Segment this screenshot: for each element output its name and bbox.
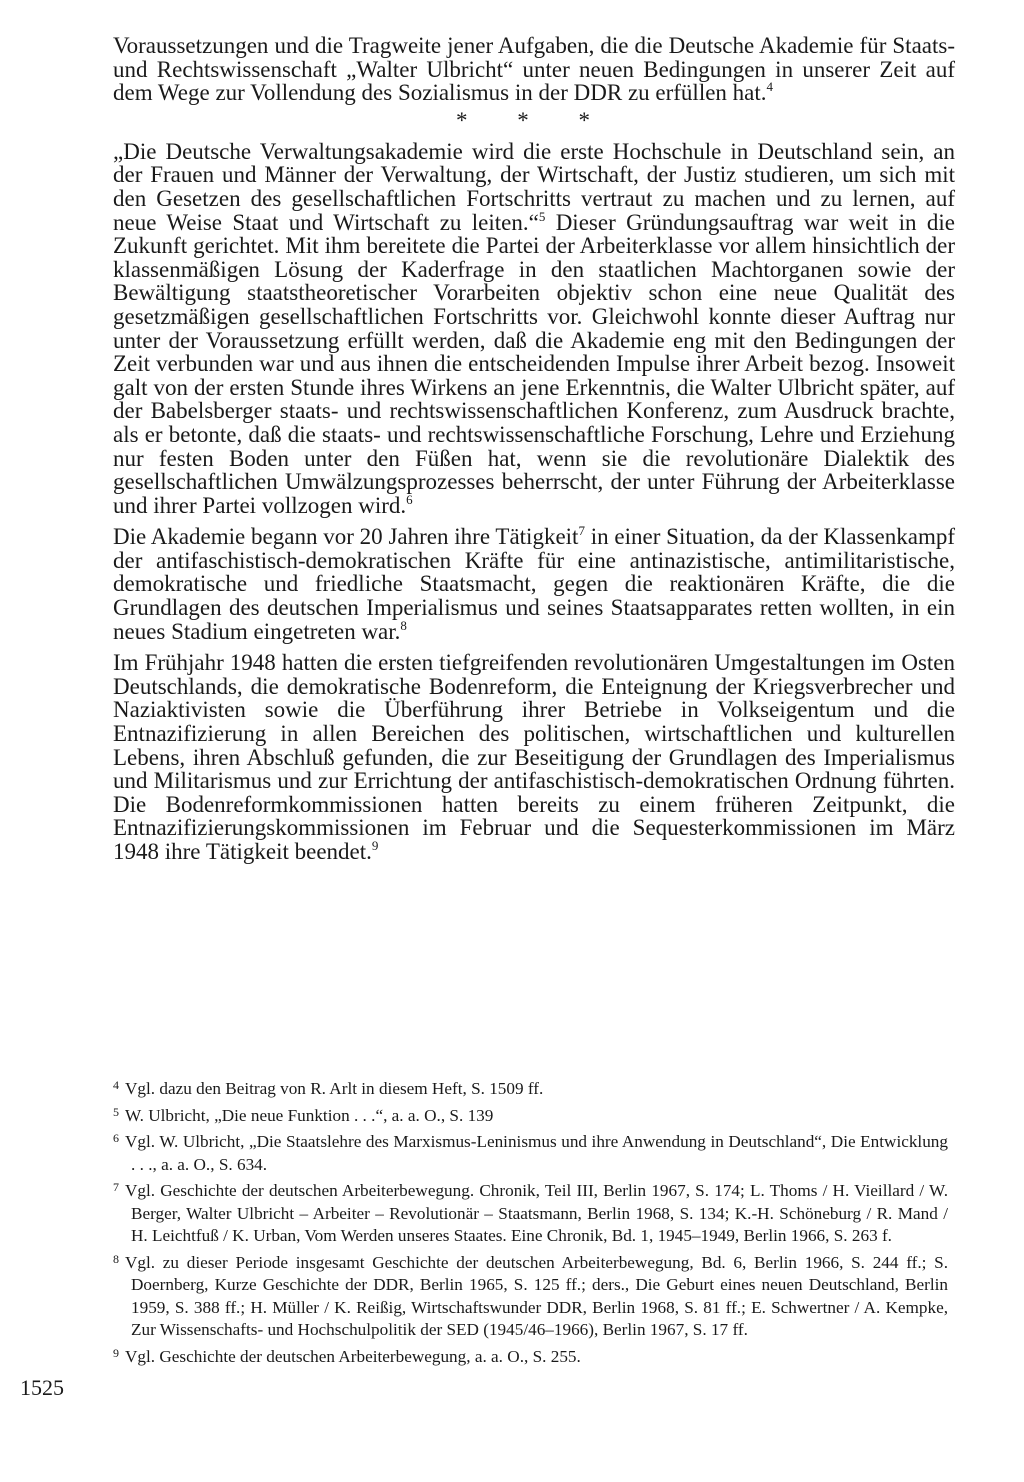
footnote-text: Vgl. Geschichte der deutschen Arbeiterbewegung, a. a. O., S. 255. bbox=[125, 1346, 581, 1366]
footnote-mark: 7 bbox=[113, 1180, 119, 1194]
paragraph-3 bbox=[113, 525, 955, 643]
footnote-mark: 9 bbox=[113, 1345, 119, 1360]
footnote-7 bbox=[113, 1180, 948, 1248]
footnote-text: Vgl. zu dieser Periode insgesamt Geschichte der deutschen Arbeiterbewegung, Bd. 6, Berlin 1966, S. 244 ff.; S. Doernberg, Kurze Geschichte der DDR, Berlin 1965, S. 125 ff.; ders., Die Geburt eines neuen Deutschland, Berlin 1959, S. 388 ff.; H. Müller / K. Reißig, Wirtschaftswunder DDR, Berlin 1968, S. 81 ff.; E. Schwertner / A. Kempke, Zur Wissenschafts- und Hochschulpolitik der SED (1945/46–1966), Berlin 1967, S. 17 ff. bbox=[125, 1252, 948, 1339]
footnote-text: W. Ulbricht, „Die neue Funktion . . .“, a. a. O., S. 139 bbox=[125, 1105, 494, 1125]
paragraph-3-text-a: Die Akademie begann vor 20 Jahren ihre Tätigkeit bbox=[113, 524, 579, 550]
footnote-ref-4: 4 bbox=[766, 79, 774, 95]
footnote-mark: 8 bbox=[113, 1251, 119, 1266]
page-number: 1525 bbox=[20, 1375, 64, 1400]
paragraph-4-text: Im Frühjahr 1948 hatten die ersten tiefgreifenden revolutionären Umgestaltungen im Osten Deutschlands, die demokratische Bodenreform, die Enteignung der Kriegsverbrecher und Naziaktivisten sowie die Überführung ihrer Betriebe in Volkseigentum und die Entnazifizierung in allen Bereichen des politischen, wirtschaftlichen und kulturellen Lebens, ihren Abschluß gefunden, die zur Beseitigung der Grundlagen des Imperialismus und Militarismus und zur Errichtung der antifaschistisch-demokratischen Ordnung führten. Die Bodenreformkommissionen hatten bereits zu einem früheren Zeitpunkt, die Entnazifizierungskommissionen im Februar und die Sequesterkommissionen im März 1948 ihre Tätigkeit beendet. bbox=[113, 650, 955, 864]
footnote-mark: 6 bbox=[113, 1131, 119, 1145]
footnote-ref-9: 9 bbox=[371, 838, 379, 853]
footnote-8 bbox=[113, 1252, 948, 1342]
footnote-9 bbox=[113, 1346, 948, 1369]
footnote-text: Vgl. Geschichte der deutschen Arbeiterbewegung. Chronik, Teil III, Berlin 1967, S. 174; L. Thoms / H. Vieillard / W. Berger, Walter Ulbricht – Arbeiter – Revolutionär – Staatsmann, Berlin 1968, S. 134; K.-H. Schöneburg / R. Mand / H. Leichtfuß / K. Urban, Vom Werden unseres Staates. Eine Chronik, Bd. 1, 1945–1949, Berlin 1966, S. 263 f. bbox=[125, 1181, 948, 1245]
footnote-mark: 5 bbox=[113, 1104, 119, 1119]
main-text-column bbox=[113, 34, 955, 864]
footnote-mark: 4 bbox=[113, 1078, 119, 1092]
footnote-ref-7: 7 bbox=[578, 523, 585, 539]
section-divider: * * * bbox=[456, 107, 612, 133]
footnote-ref-6: 6 bbox=[406, 491, 413, 507]
footnote-6 bbox=[113, 1131, 948, 1176]
footnotes-section bbox=[113, 1078, 948, 1372]
paragraph-2-body: Dieser Gründungsauftrag war weit in die Zukunft gerichtet. Mit ihm bereitete die Partei der Arbeiterklasse vor allem hinsichtlich der klassenmäßigen Lösung der Kaderfrage in den staatlichen Machtorganen sowie der Bewältigung staatstheoretischer Vorarbeiten objektiv schon eine neue Qualität des gesetzmäßigen gesellschaftlichen Fortschritts vor. Gleichwohl konnte dieser Auftrag nur unter der Voraussetzung erfüllt werden, daß die Akademie eng mit den Bedingungen der Zeit verbunden war und aus ihnen die entscheidenden Impulse ihrer Arbeit bezog. Insoweit galt von der ersten Stunde ihres Wirkens an jene Erkenntnis, die Walter Ulbricht später, auf der Babelsberger staats- und rechtswissenschaftlichen Konferenz, zum Ausdruck brachte, als er betonte, daß die staats- und rechtswissenschaftliche Forschung, Lehre und Erziehung nur festen Boden unter den Füßen hat, wenn sie die revolutionäre Dialektik des gesellschaftlichen Umwälzungsprozesses beherrscht, der unter Führung der Arbeiterklasse und ihrer Partei vollzogen wird. bbox=[113, 209, 955, 518]
paragraph-3-text-b: in einer Situation, da der Klassenkampf der antifaschistisch-demokratischen Kräfte für eine antinazistische, antimilitaristische, demokratische und friedliche Staatsmacht, gegen die reaktionären Kräfte, die die Grundlagen des deutschen Imperialismus und seines Staatsapparates retten wollten, in ein neues Stadium eingetreten war. bbox=[113, 524, 955, 644]
paragraph-2-quote: „Die Deutsche Verwaltungsakademie wird die erste Hochschule in Deutschland sein, an der Frauen und Männer der Verwaltung, der Wirtschaft, der Justiz studieren, um sich mit den Gesetzen des gesellschaftlichen Fortschritts vertraut zu machen und zu lernen, auf neue Weise Staat und Wirtschaft zu leiten.“ bbox=[113, 138, 955, 235]
paragraph-4 bbox=[113, 651, 955, 863]
paragraph-2 bbox=[113, 140, 955, 518]
footnote-ref-5: 5 bbox=[538, 208, 546, 224]
footnote-5 bbox=[113, 1105, 948, 1128]
footnote-4 bbox=[113, 1078, 948, 1101]
footnote-text: Vgl. W. Ulbricht, „Die Staatslehre des Marxismus-Leninismus und ihre Anwendung in Deutschland“, Die Entwicklung . . ., a. a. O., S. 634. bbox=[125, 1132, 948, 1174]
paragraph-1-text: Voraussetzungen und die Tragweite jener Aufgaben, die die Deutsche Akademie für Staats- und Rechtswissenschaft „Walter Ulbricht“ unter neuen Bedingungen in unserer Zeit auf dem Wege zur Vollendung des Sozialismus in der DDR zu erfüllen hat. bbox=[113, 33, 955, 106]
footnote-text: Vgl. dazu den Beitrag von R. Arlt in diesem Heft, S. 1509 ff. bbox=[125, 1079, 544, 1098]
paragraph-1 bbox=[113, 34, 955, 105]
footnote-ref-8: 8 bbox=[400, 617, 407, 633]
